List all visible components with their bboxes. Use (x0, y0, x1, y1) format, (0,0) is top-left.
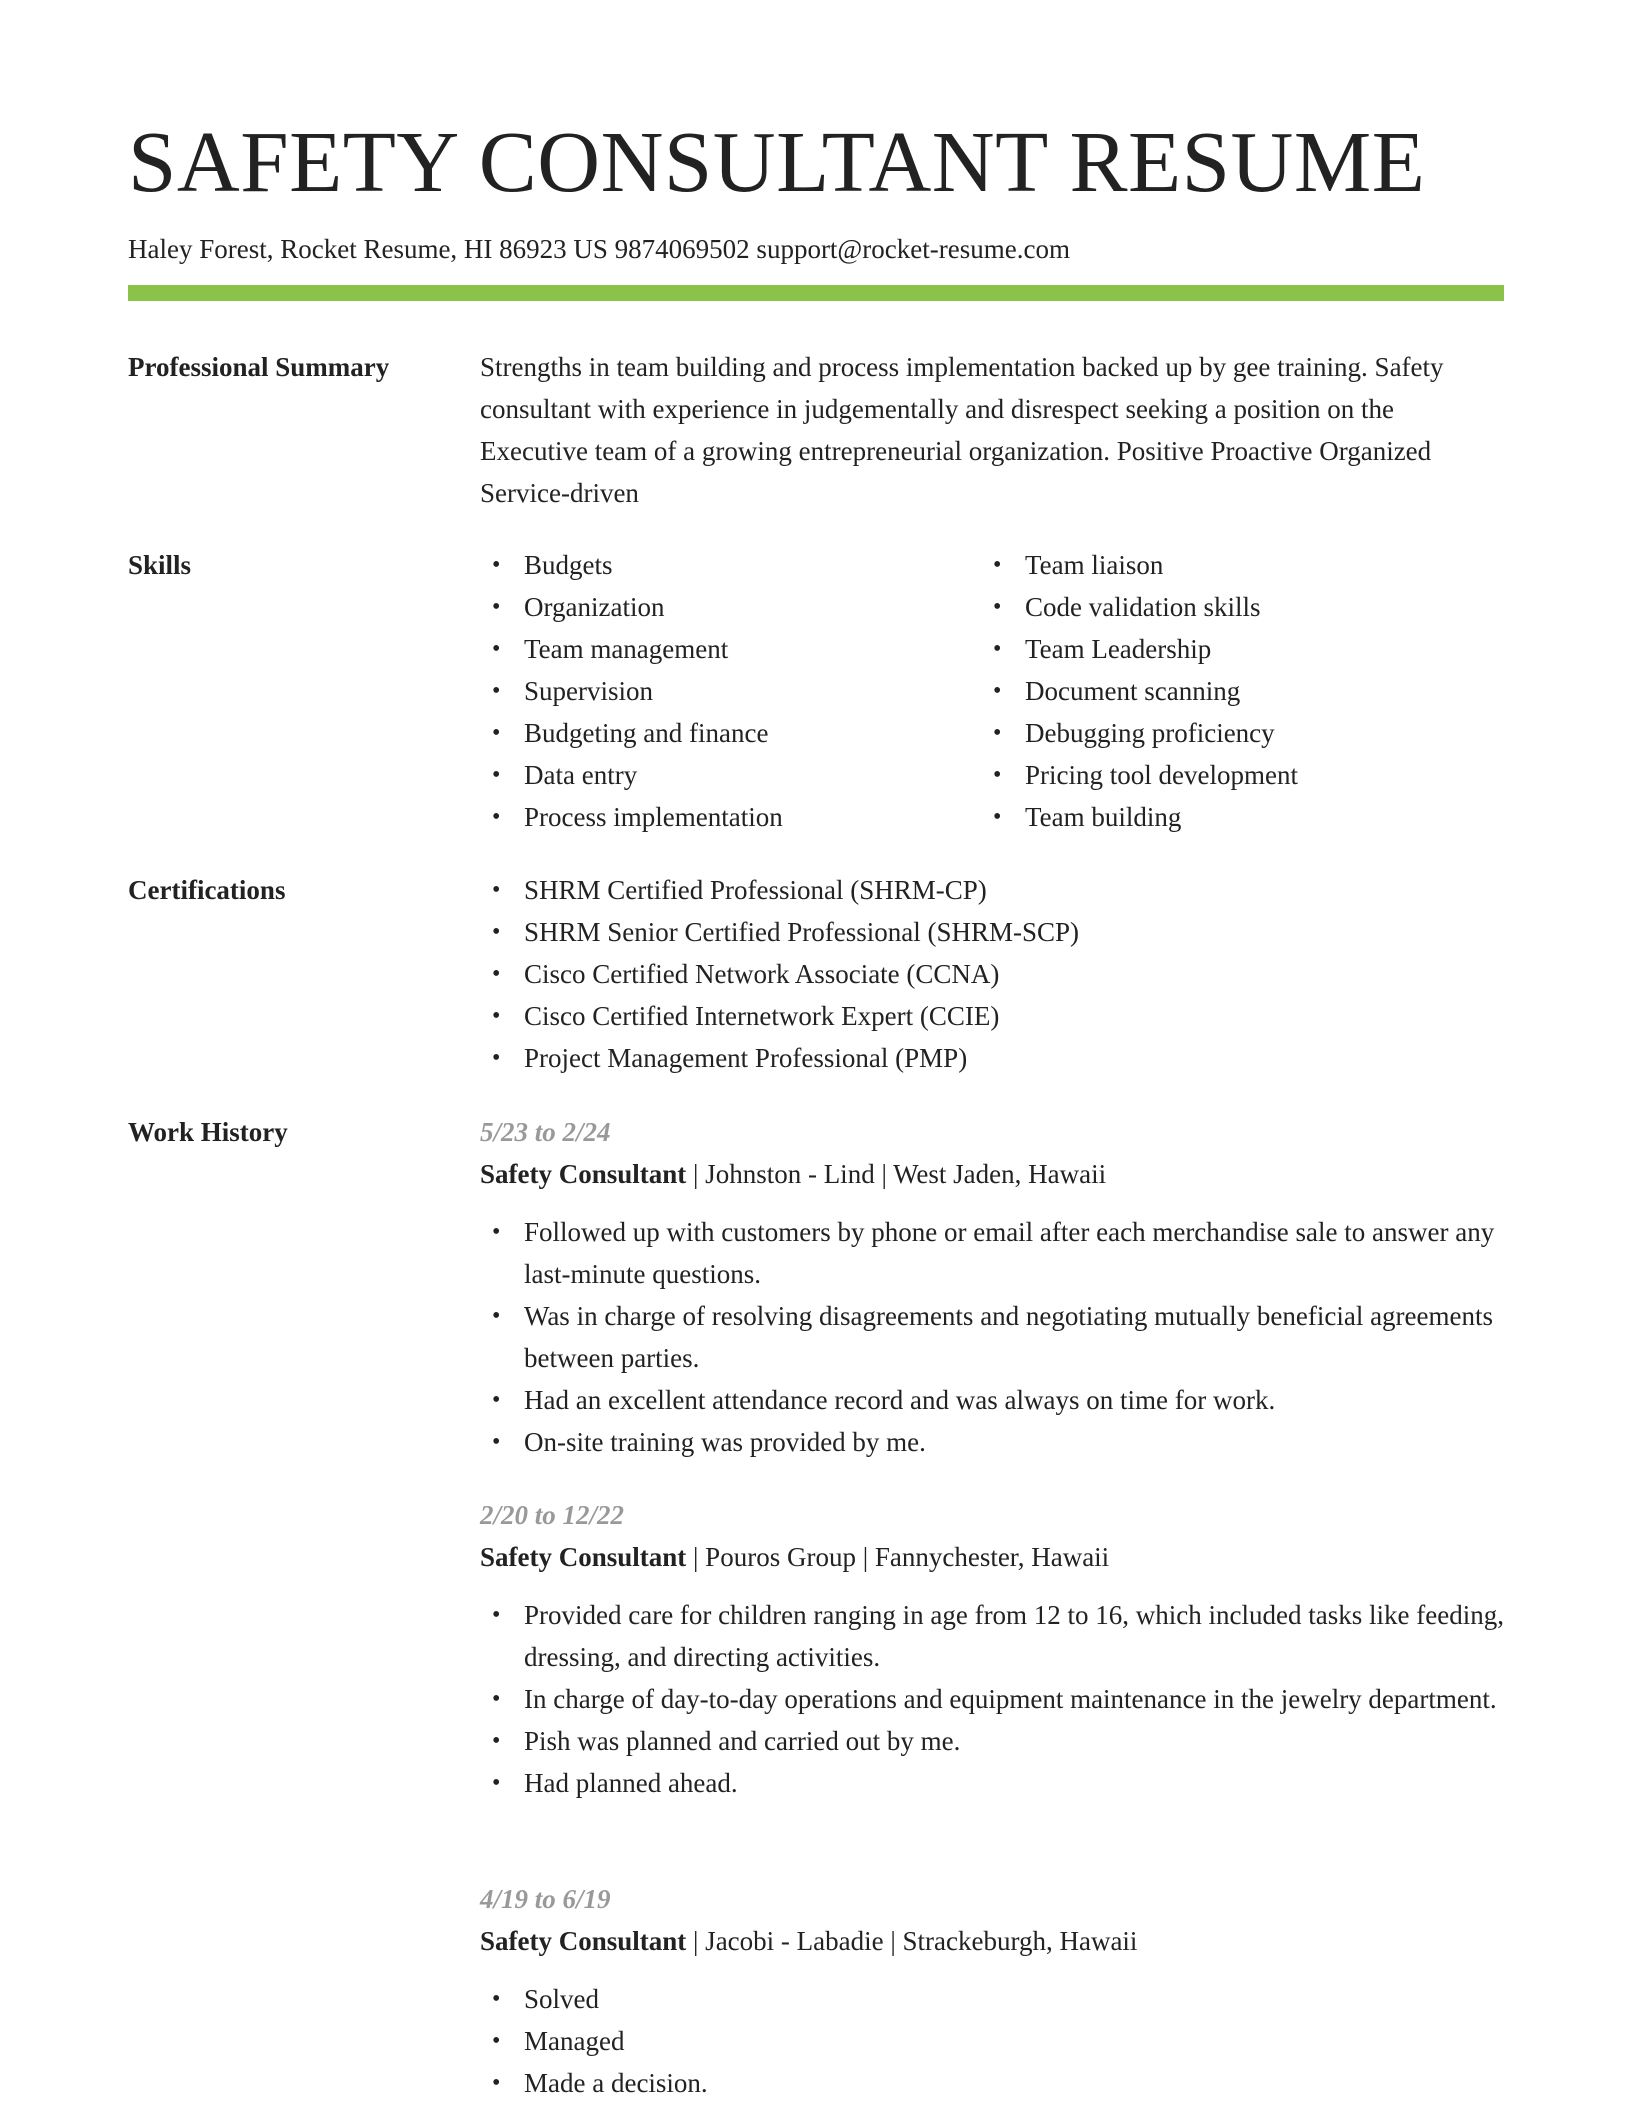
summary-label: Professional Summary (128, 352, 390, 382)
certification-item: • SHRM Senior Certified Professional (SHRM-SCP) (492, 917, 1080, 947)
job-title: Safety Consultant (480, 1926, 687, 1956)
job-heading (480, 1920, 1504, 1962)
job-details: | Jacobi - Labadie | Strackeburgh, Hawaii (686, 1926, 1138, 1956)
work-history-label: Work History (128, 1117, 288, 1147)
skill-item: • Team Leadership (993, 634, 1212, 664)
skill-item: • Team liaison (993, 550, 1164, 580)
certification-item: • Cisco Certified Network Associate (CCNA) (492, 959, 1000, 989)
resume-title: SAFETY CONSULTANT RESUME (128, 113, 1426, 210)
skill-item: • Budgeting and finance (492, 718, 769, 748)
job-bullet: • Made a decision. (492, 2068, 708, 2098)
job-bullet: • Pish was planned and carried out by me. (492, 1726, 961, 1756)
job-bullet: • Provided care for children ranging in age from 12 to 16, which included tasks like feeding, dressing, and directing activities. (492, 1600, 1504, 1672)
job-title: Safety Consultant (480, 1159, 687, 1189)
job-bullet: • In charge of day-to-day operations and equipment maintenance in the jewelry department. (492, 1684, 1497, 1714)
job-dates: 5/23 to 2/24 (480, 1117, 611, 1147)
job-details: | Pouros Group | Fannychester, Hawaii (686, 1542, 1110, 1572)
skills-column-right (981, 544, 1481, 838)
job-bullet: • Was in charge of resolving disagreements and negotiating mutually beneficial agreements between parties. (492, 1301, 1494, 1373)
skill-item: • Supervision (492, 676, 654, 706)
job-heading (480, 1536, 1504, 1578)
skill-item: • Team management (492, 634, 729, 664)
skill-item: • Debugging proficiency (993, 718, 1275, 748)
job-bullet: • Managed (492, 2026, 625, 2056)
certification-item: • Cisco Certified Internetwork Expert (CCIE) (492, 1001, 1000, 1031)
certifications-label: Certifications (128, 875, 286, 905)
contact-line: Haley Forest, Rocket Resume, HI 86923 US 9874069502 support@rocket-resume.com (128, 234, 1070, 264)
job-bullet: • Had an excellent attendance record and was always on time for work. (492, 1385, 1276, 1415)
job-title: Safety Consultant (480, 1542, 687, 1572)
job-dates: 4/19 to 6/19 (480, 1884, 611, 1914)
job-bullet: • Followed up with customers by phone or email after each merchandise sale to answer any last-minute questions. (492, 1217, 1495, 1289)
job-bullet: • Had planned ahead. (492, 1768, 738, 1798)
skill-item: • Pricing tool development (993, 760, 1298, 790)
job-entry (480, 1494, 1504, 1804)
accent-divider (128, 285, 1504, 301)
job-entry (480, 1111, 1504, 1463)
job-bullet: • On-site training was provided by me. (492, 1427, 926, 1457)
skill-item: • Team building (993, 802, 1182, 832)
certifications-content (480, 869, 1504, 1079)
skill-item: • Code validation skills (993, 592, 1261, 622)
summary-content (480, 346, 1504, 514)
skill-item: • Budgets (492, 550, 613, 580)
skills-label: Skills (128, 550, 192, 580)
certification-item: • SHRM Certified Professional (SHRM-CP) (492, 875, 987, 905)
job-details: | Johnston - Lind | West Jaden, Hawaii (686, 1159, 1107, 1189)
skill-item: • Process implementation (492, 802, 783, 832)
job-dates: 2/20 to 12/22 (480, 1500, 625, 1530)
job-bullet: • Solved (492, 1984, 600, 2014)
skill-item: • Organization (492, 592, 665, 622)
skill-item: • Document scanning (993, 676, 1241, 706)
skills-column-left (480, 544, 980, 838)
summary-text: Strengths in team building and process implementation backed up by gee training. Safety consultant with experience in judgementally and disrespect seeking a position on the Executive team of a growing entrepreneurial organization. Positive Proactive Organized Service-driven (480, 352, 1444, 508)
job-entry (480, 1878, 1504, 2104)
certification-item: • Project Management Professional (PMP) (492, 1043, 968, 1073)
job-heading (480, 1153, 1504, 1195)
skill-item: • Data entry (492, 760, 638, 790)
